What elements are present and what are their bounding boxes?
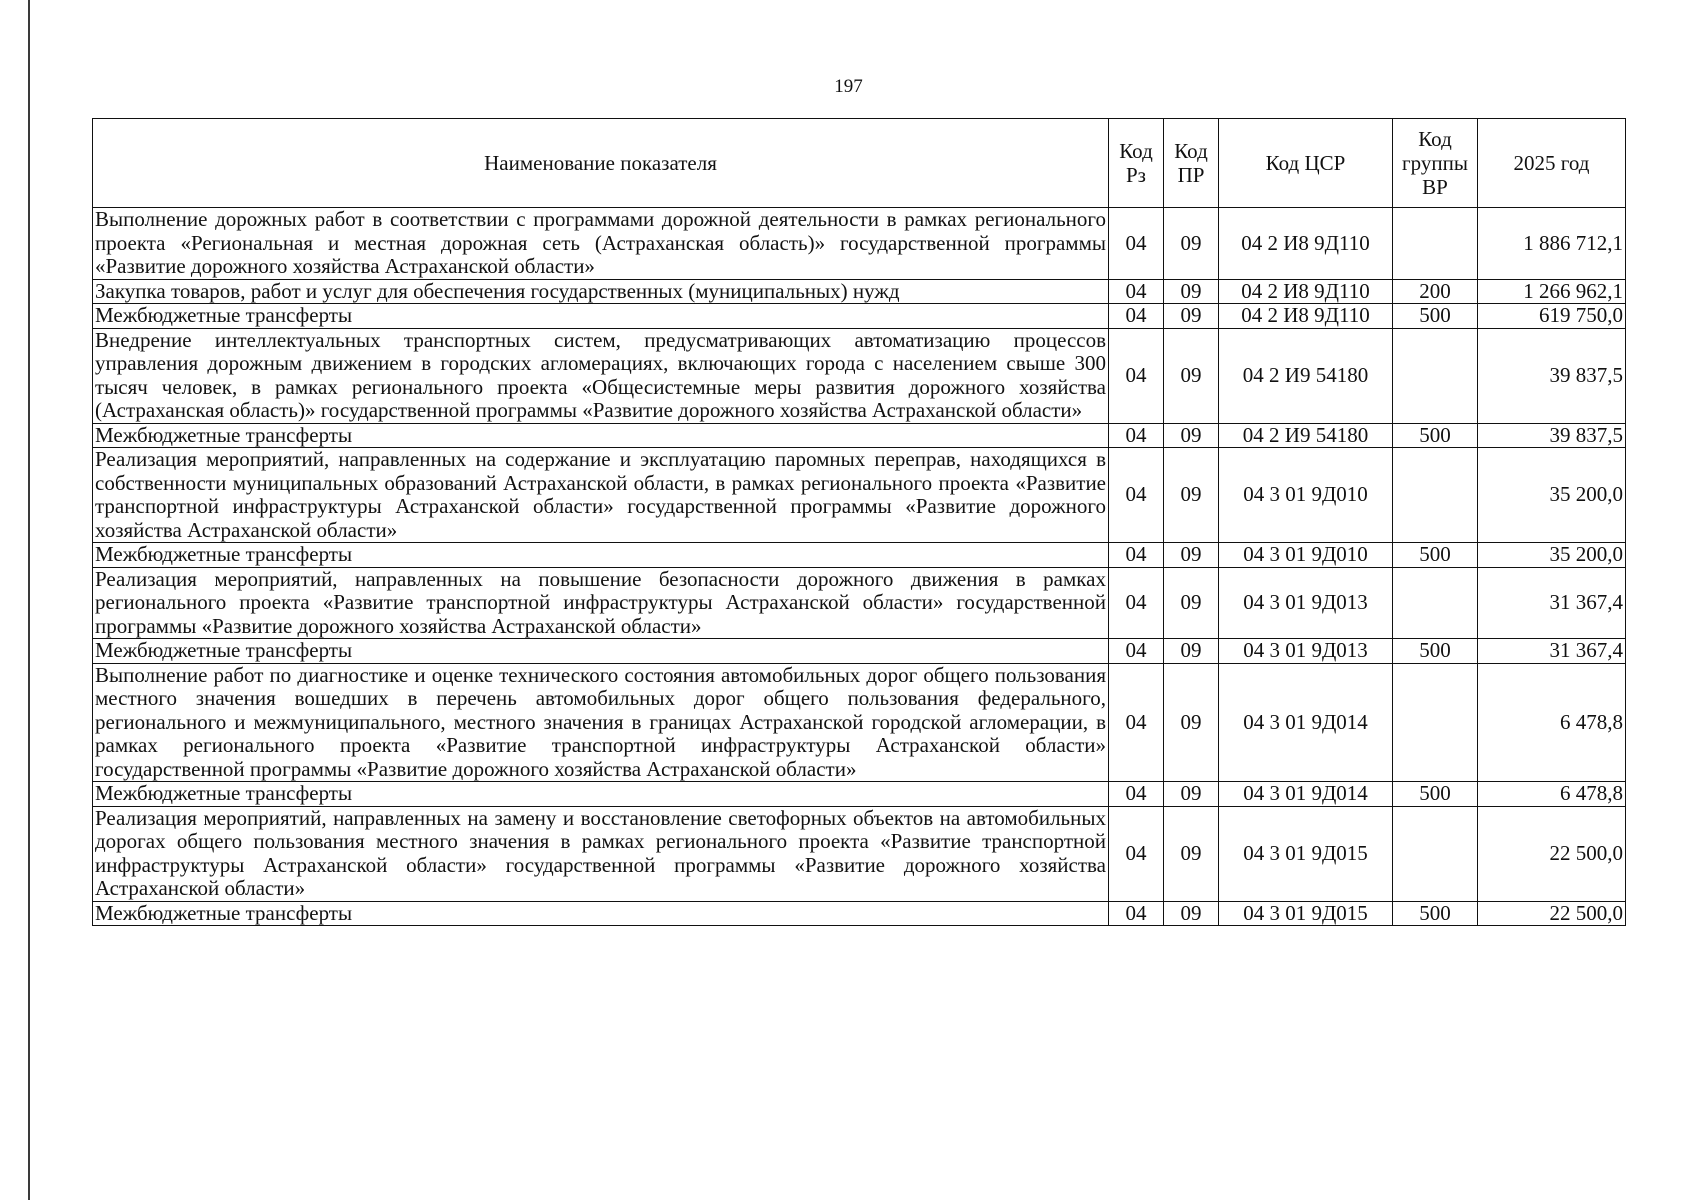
cell-rz: 04 xyxy=(1109,901,1164,926)
cell-name: Реализация мероприятий, направленных на повышение безопасности дорожного движения в рамках регионального проекта «Развитие транспортной инфраструктуры Астраханской области» государственной программы «Развитие дорожного хозяйства Астраханской области» xyxy=(93,567,1109,639)
table-row xyxy=(93,806,1626,901)
table-row xyxy=(93,663,1626,782)
cell-amount: 22 500,0 xyxy=(1478,806,1626,901)
cell-csr: 04 3 01 9Д010 xyxy=(1219,543,1393,568)
cell-name: Выполнение работ по диагностике и оценке технического состояния автомобильных дорог общего пользования местного значения вошедших в перечень автомобильных дорог общего пользования федерального, регионального и межмуниципального, местного значения в границах Астраханской городской агломерации, в рамках регионального проекта «Развитие транспортной инфраструктуры Астраханской области» государственной программы «Развитие дорожного хозяйства Астраханской области» xyxy=(93,663,1109,782)
cell-name: Межбюджетные трансферты xyxy=(93,423,1109,448)
cell-csr: 04 3 01 9Д014 xyxy=(1219,663,1393,782)
cell-rz: 04 xyxy=(1109,543,1164,568)
binding-margin-line xyxy=(28,0,30,1200)
cell-vr: 500 xyxy=(1393,782,1478,807)
header-vr: Код группы ВР xyxy=(1393,119,1478,208)
table-row xyxy=(93,208,1626,280)
cell-amount: 35 200,0 xyxy=(1478,448,1626,543)
cell-amount: 31 367,4 xyxy=(1478,567,1626,639)
cell-rz: 04 xyxy=(1109,423,1164,448)
cell-vr: 500 xyxy=(1393,639,1478,664)
cell-csr: 04 3 01 9Д015 xyxy=(1219,901,1393,926)
cell-name: Межбюджетные трансферты xyxy=(93,543,1109,568)
cell-rz: 04 xyxy=(1109,567,1164,639)
cell-csr: 04 2 И8 9Д110 xyxy=(1219,304,1393,329)
cell-vr xyxy=(1393,448,1478,543)
table-row xyxy=(93,448,1626,543)
cell-vr: 500 xyxy=(1393,543,1478,568)
cell-amount: 22 500,0 xyxy=(1478,901,1626,926)
cell-rz: 04 xyxy=(1109,304,1164,329)
cell-vr xyxy=(1393,567,1478,639)
header-year: 2025 год xyxy=(1478,119,1626,208)
header-name: Наименование показателя xyxy=(93,119,1109,208)
cell-pr: 09 xyxy=(1164,423,1219,448)
cell-rz: 04 xyxy=(1109,806,1164,901)
cell-rz: 04 xyxy=(1109,639,1164,664)
cell-vr: 200 xyxy=(1393,279,1478,304)
cell-rz: 04 xyxy=(1109,328,1164,423)
cell-pr: 09 xyxy=(1164,567,1219,639)
cell-amount: 6 478,8 xyxy=(1478,782,1626,807)
cell-vr: 500 xyxy=(1393,901,1478,926)
cell-csr: 04 3 01 9Д015 xyxy=(1219,806,1393,901)
cell-rz: 04 xyxy=(1109,448,1164,543)
cell-csr: 04 3 01 9Д013 xyxy=(1219,639,1393,664)
cell-pr: 09 xyxy=(1164,328,1219,423)
table-row xyxy=(93,279,1626,304)
table-row xyxy=(93,423,1626,448)
cell-vr xyxy=(1393,663,1478,782)
cell-name: Межбюджетные трансферты xyxy=(93,901,1109,926)
cell-name: Межбюджетные трансферты xyxy=(93,639,1109,664)
header-csr: Код ЦСР xyxy=(1219,119,1393,208)
cell-vr xyxy=(1393,806,1478,901)
table-row xyxy=(93,901,1626,926)
table-header-row xyxy=(93,119,1626,208)
cell-amount: 619 750,0 xyxy=(1478,304,1626,329)
cell-csr: 04 2 И8 9Д110 xyxy=(1219,279,1393,304)
cell-pr: 09 xyxy=(1164,279,1219,304)
cell-rz: 04 xyxy=(1109,782,1164,807)
cell-pr: 09 xyxy=(1164,543,1219,568)
cell-rz: 04 xyxy=(1109,279,1164,304)
cell-pr: 09 xyxy=(1164,901,1219,926)
cell-pr: 09 xyxy=(1164,208,1219,280)
cell-vr xyxy=(1393,208,1478,280)
cell-amount: 31 367,4 xyxy=(1478,639,1626,664)
cell-vr: 500 xyxy=(1393,423,1478,448)
cell-pr: 09 xyxy=(1164,806,1219,901)
cell-csr: 04 2 И9 54180 xyxy=(1219,423,1393,448)
cell-name: Закупка товаров, работ и услуг для обеспечения государственных (муниципальных) нужд xyxy=(93,279,1109,304)
cell-csr: 04 3 01 9Д013 xyxy=(1219,567,1393,639)
table-row xyxy=(93,543,1626,568)
cell-name: Реализация мероприятий, направленных на содержание и эксплуатацию паромных переправ, находящихся в собственности муниципальных образований Астраханской области, в рамках регионального проекта «Развитие транспортной инфраструктуры Астраханской области» государственной программы «Развитие дорожного хозяйства Астраханской области» xyxy=(93,448,1109,543)
cell-name: Выполнение дорожных работ в соответствии с программами дорожной деятельности в рамках регионального проекта «Региональная и местная дорожная сеть (Астраханская область)» государственной программы «Развитие дорожного хозяйства Астраханской области» xyxy=(93,208,1109,280)
cell-csr: 04 2 И8 9Д110 xyxy=(1219,208,1393,280)
cell-amount: 6 478,8 xyxy=(1478,663,1626,782)
cell-amount: 1 266 962,1 xyxy=(1478,279,1626,304)
table-row xyxy=(93,328,1626,423)
header-rz: Код Рз xyxy=(1109,119,1164,208)
cell-vr: 500 xyxy=(1393,304,1478,329)
table-row xyxy=(93,304,1626,329)
header-pr: Код ПР xyxy=(1164,119,1219,208)
table-body xyxy=(93,208,1626,926)
table-row xyxy=(93,567,1626,639)
cell-name: Реализация мероприятий, направленных на замену и восстановление светофорных объектов на автомобильных дорогах общего пользования местного значения в рамках регионального проекта «Развитие транспортной инфраструктуры Астраханской области» государственной программы «Развитие дорожного хозяйства Астраханской области» xyxy=(93,806,1109,901)
budget-table xyxy=(92,118,1626,926)
cell-rz: 04 xyxy=(1109,208,1164,280)
cell-csr: 04 3 01 9Д010 xyxy=(1219,448,1393,543)
cell-rz: 04 xyxy=(1109,663,1164,782)
cell-name: Внедрение интеллектуальных транспортных систем, предусматривающих автоматизацию процессов управления дорожным движением в городских агломерациях, включающих города с населением свыше 300 тысяч человек, в рамках регионального проекта «Общесистемные меры развития дорожного хозяйства (Астраханская область)» государственной программы «Развитие дорожного хозяйства Астраханской области» xyxy=(93,328,1109,423)
cell-name: Межбюджетные трансферты xyxy=(93,782,1109,807)
cell-amount: 39 837,5 xyxy=(1478,328,1626,423)
table-row xyxy=(93,782,1626,807)
cell-pr: 09 xyxy=(1164,448,1219,543)
cell-pr: 09 xyxy=(1164,304,1219,329)
cell-pr: 09 xyxy=(1164,639,1219,664)
cell-vr xyxy=(1393,328,1478,423)
cell-name: Межбюджетные трансферты xyxy=(93,304,1109,329)
cell-csr: 04 2 И9 54180 xyxy=(1219,328,1393,423)
cell-amount: 1 886 712,1 xyxy=(1478,208,1626,280)
cell-pr: 09 xyxy=(1164,782,1219,807)
cell-amount: 35 200,0 xyxy=(1478,543,1626,568)
table-row xyxy=(93,639,1626,664)
page-number: 197 xyxy=(834,76,863,97)
cell-amount: 39 837,5 xyxy=(1478,423,1626,448)
cell-pr: 09 xyxy=(1164,663,1219,782)
cell-csr: 04 3 01 9Д014 xyxy=(1219,782,1393,807)
